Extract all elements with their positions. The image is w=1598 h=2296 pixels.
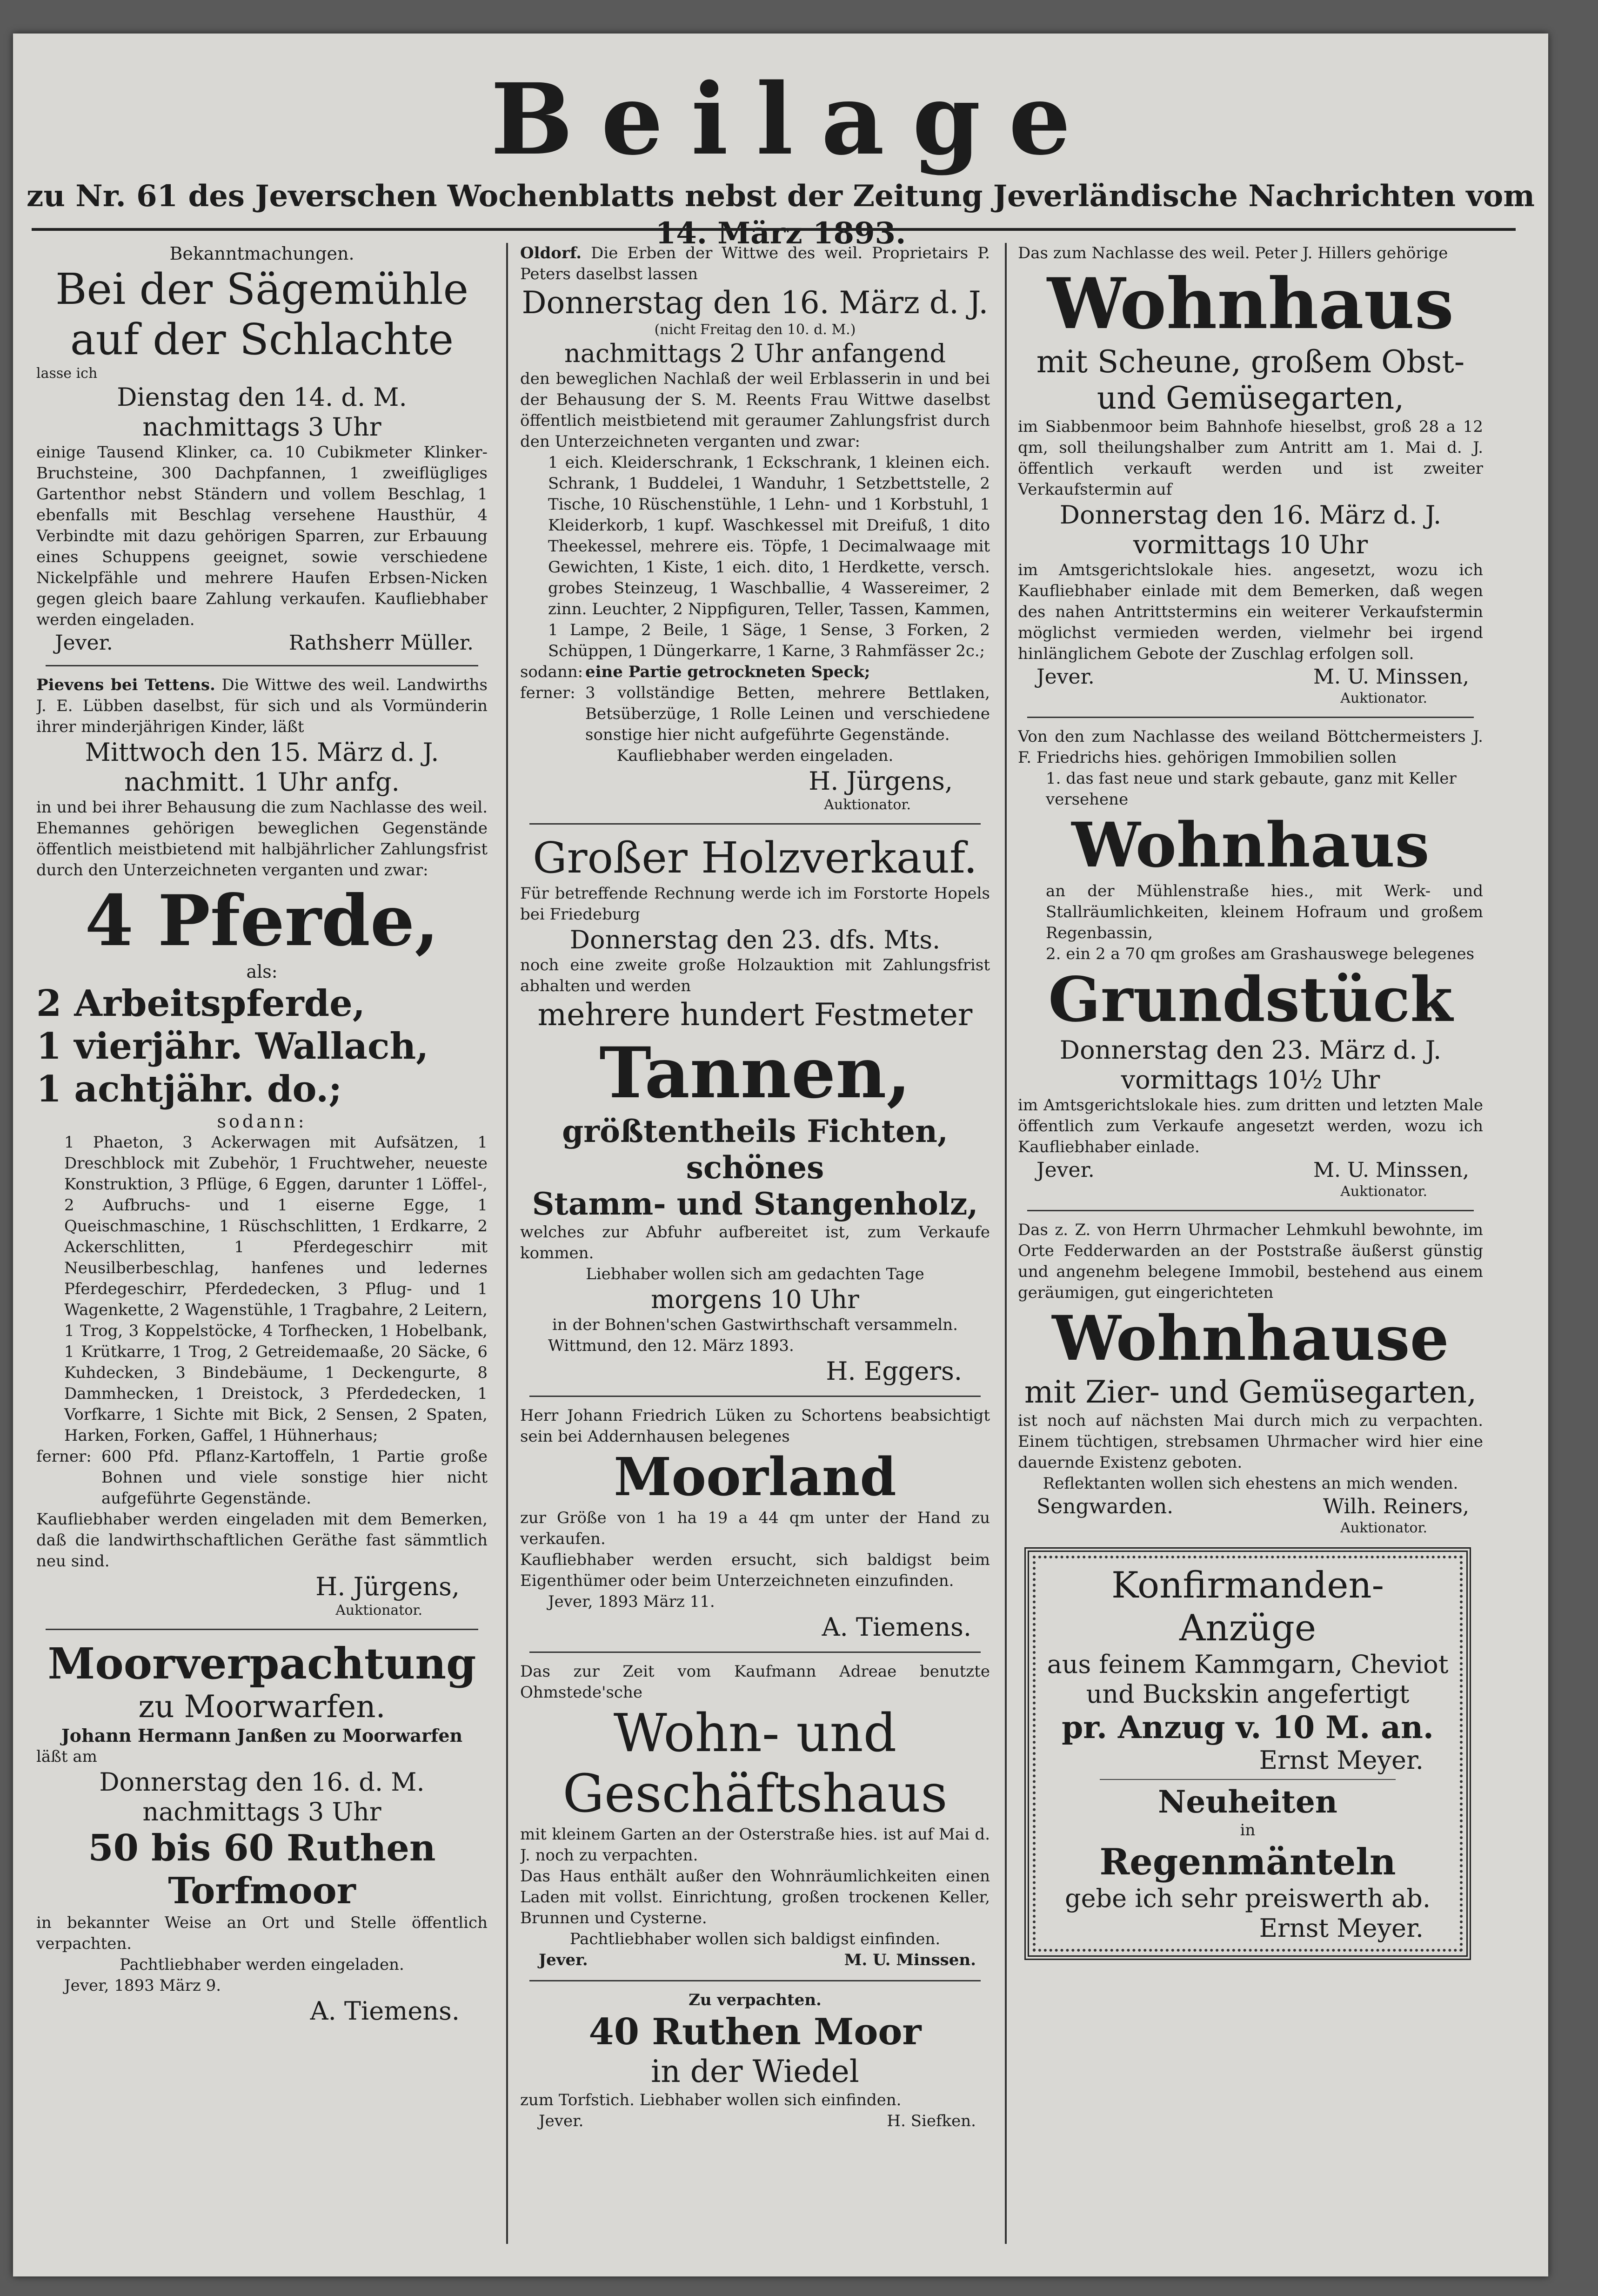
ad-place: Jever, 1893 März 9. xyxy=(64,1976,221,1995)
ad-text: in bekannter Weise an Ort und Stelle öffentlich verpachten. xyxy=(36,1913,488,1953)
ad-fedderwarden xyxy=(1018,1215,1483,1543)
ad-separator xyxy=(1027,1210,1474,1211)
ad-signer: Wilh. Reiners, xyxy=(1323,1495,1469,1518)
ad-headline: Konfirmanden-Anzüge xyxy=(1111,1564,1384,1649)
ad-headline: Moorland xyxy=(614,1447,896,1508)
ad-line: mit Scheune, großem Obst- xyxy=(1036,344,1465,380)
ad-place: Jever, 1893 März 11. xyxy=(548,1592,715,1611)
ad-text: Kaufliebhaber werden eingeladen mit dem Bemerken, daß die landwirthschaftlichen Geräthe fast sämmtlich neu sind. xyxy=(36,1510,488,1571)
ad-headline: Wohnhaus xyxy=(1071,809,1430,881)
ad-headline: Großer Holzverkauf. xyxy=(533,833,977,883)
ad-text: Liebhaber wollen sich am gedachten Tage xyxy=(586,1265,924,1283)
ad-list: 1 Phaeton, 3 Ackerwagen mit Aufsätzen, 1 Dreschblock mit Zubehör, 1 Fruchtweher, neueste Konstruktion, 3 Pflüge, 6 Eggen, darunter 1 Löffel-, 2 Aufbruchs- und 1 eiserne Egge, 1 Queischmaschine, 1 Rüschschlitten, 1 Erdkarre, 2 Ackerschlitten, 1 Pferdegeschirr mit Neusilberbeschlag, hanfenes und ledernes Pferdegeschirr, Pferdedecken, 3 Pflug- und 1 Wagenkette, 2 Wagenstühle, 1 Tragbahre, 2 Leitern, 1 Trog, 3 Koppelstöcke, 4 Torfhecken, 1 Hobelbank, 1 Krütkarre, 1 Trog, 2 Getreidemaaße, 20 Säcke, 6 Kuhdecken, 3 Bindebäume, 1 Deckengurte, 8 Dammhecken, 1 Dreistock, 3 Pferdedecken, 1 Vorfkarre, 1 Sichte mit Bick, 2 Sensen, 2 Spaten, Harken, Forken, Gaffel, 1 Hühnerhaus; xyxy=(64,1133,488,1445)
ad-friedrichs xyxy=(1018,722,1483,1206)
column-3 xyxy=(1018,238,1483,2244)
masthead-subtitle: zu Nr. 61 des Jeverschen Wochenblatts nebst der Zeitung Jeverländische Nachrichten vom 14. März 1893. xyxy=(27,179,1535,251)
ad-signer: M. U. Minssen. xyxy=(844,1951,976,1969)
ad-headline: Bei der Sägemühle xyxy=(55,264,469,314)
ad-item: 2 Arbeitspferde, xyxy=(36,982,365,1025)
ad-signer: H. Eggers. xyxy=(826,1356,962,1386)
ad-place: Jever. xyxy=(55,631,113,655)
ad-signer: Rathsherr Müller. xyxy=(288,631,474,655)
ad-lead: Johann Hermann Janßen zu Moorwarfen xyxy=(61,1725,463,1746)
ad-body: einige Tausend Klinker, ca. 10 Cubikmeter Klinker-Bruchsteine, 300 Dachpfannen, 1 zweiflügliges Gartenthor nebst Ständern und vollem Beschlag, 1 ebenfalls mit Beschlag versehene Hausthür, 4 Verbindte mit dazu gehörigen Sparren, zur Erbauung eines Schuppens geeignet, sowie verschiedene Nickelpfähle und mehrere Haufen Erbsen-Nicken gegen gleich baare Zahlung verkaufen. Kaufliebhaber werden eingeladen. xyxy=(36,443,488,629)
ad-headline: Moorverpachtung xyxy=(47,1638,476,1689)
ad-line: und Gemüsegarten, xyxy=(1097,380,1404,416)
ad-place: Jever. xyxy=(1036,1158,1095,1182)
ad-lead: Pievens bei Tettens. xyxy=(36,676,215,694)
ad-separator xyxy=(1100,1779,1396,1780)
ad-time: nachmittags 3 Uhr xyxy=(142,1797,381,1826)
ad-kicker: Bekanntmachungen. xyxy=(169,243,354,264)
ad-time: nachmitt. 1 Uhr anfg. xyxy=(124,767,400,797)
ad-separator xyxy=(529,1980,981,1981)
ad-text: (nicht Freitag den 10. d. M.) xyxy=(654,322,856,338)
ad-lead: Oldorf. xyxy=(520,244,582,262)
ad-date: Donnerstag den 23. dfs. Mts. xyxy=(569,925,941,954)
ad-signer: M. U. Minssen, xyxy=(1313,1158,1469,1182)
ad-text: Die Wittwe des weil. Landwirths J. E. Lübben daselbst, für sich und als Vormünderin ihrer minderjährigen Kinder, läßt xyxy=(36,676,488,736)
ad-text: Kaufliebhaber werden eingeladen. xyxy=(616,746,894,765)
ad-headline: 40 Ruthen Moor xyxy=(588,2011,922,2053)
ad-text: in xyxy=(1240,1821,1256,1839)
ad-headline: Wohn- und xyxy=(613,1703,897,1764)
ad-line: Stamm- und Stangenholz, xyxy=(532,1186,978,1222)
masthead-title: Beilage xyxy=(490,62,1099,177)
ad-holzverkauf xyxy=(520,828,990,1392)
ad-text: im Siabbenmoor beim Bahnhofe hieselbst, groß 28 a 12 qm, soll theilungshalber zum Antritt am 1. Mai d. J. öffentlich verkauft werden und ist zweiter Verkaufstermin auf xyxy=(1018,417,1483,499)
ad-headline: Tannen, xyxy=(599,1032,911,1114)
ad-signer: M. U. Minssen, xyxy=(1313,665,1469,689)
ad-subheadline: in der Wiedel xyxy=(651,2054,859,2089)
ad-text: läßt am xyxy=(36,1747,97,1766)
ad-label: ferner: xyxy=(36,1447,92,1466)
ad-item: 1. das fast neue und stark gebaute, ganz mit Keller versehene xyxy=(1046,769,1457,809)
column-divider xyxy=(506,243,508,2244)
ad-line: und Buckskin angefertigt xyxy=(1086,1679,1410,1709)
ad-moorland xyxy=(520,1401,990,1648)
ad-line: mit Zier- und Gemüsegarten, xyxy=(1024,1374,1477,1410)
masthead-rule xyxy=(32,228,1516,231)
ad-text: zur Größe von 1 ha 19 a 44 qm unter der Hand zu verkaufen. xyxy=(520,1509,990,1548)
ad-time: nachmittags 3 Uhr xyxy=(142,412,381,442)
ad-role: Auktionator. xyxy=(1340,690,1427,706)
ad-item: 2. ein 2 a 70 qm großes am Grashauswege belegenes xyxy=(1046,945,1475,963)
ad-role: Auktionator. xyxy=(1340,1520,1427,1536)
ad-separator xyxy=(529,1396,981,1397)
ad-headline: Grundstück xyxy=(1048,964,1453,1036)
ad-separator xyxy=(529,823,981,825)
ad-headline: Neuheiten xyxy=(1158,1784,1337,1820)
ad-pievens xyxy=(36,670,488,1625)
ad-text: noch eine zweite große Holzauktion mit Zahlungsfrist abhalten und werden xyxy=(520,956,990,995)
ad-headline: Torfmoor xyxy=(168,1870,356,1912)
ad-separator xyxy=(1027,717,1474,718)
ad-place: Wittmund, den 12. März 1893. xyxy=(548,1336,794,1355)
ad-label: ferner: xyxy=(520,684,575,702)
ad-signer: A. Tiemens. xyxy=(310,1996,460,2026)
ad-text: Das z. Z. von Herrn Uhrmacher Lehmkuhl bewohnte, im Orte Fedderwarden an der Poststraße äußerst günstig und angenehm belegene Immobil, bestehend aus einem geräumigen, gut eingerichteten xyxy=(1018,1221,1483,1302)
ad-line: aus feinem Kammgarn, Cheviot xyxy=(1047,1650,1449,1679)
ad-role: Auktionator. xyxy=(335,1602,422,1618)
ad-text: in und bei ihrer Behausung die zum Nachlasse des weil. Ehemannes gehörigen beweglichen Gegenstände öffentlich meistbietend mit halbjährlicher Zahlungsfrist durch den Unterzeichneten verganten und zwar: xyxy=(36,798,488,879)
ad-time: morgens 10 Uhr xyxy=(651,1285,859,1314)
ad-text: an der Mühlenstraße hies., mit Werk- und Stallräumlichkeiten, kleinem Hofraum und großem Regenbassin, xyxy=(1046,882,1483,942)
ad-separator xyxy=(529,1652,981,1653)
ad-text: sodann: xyxy=(217,1111,307,1132)
ad-kicker: Zu verpachten. xyxy=(689,1991,822,2009)
ad-wohnhaus-hillers xyxy=(1018,238,1483,713)
ad-date: Donnerstag den 16. d. M. xyxy=(99,1767,425,1797)
ad-line: mehrere hundert Festmeter xyxy=(537,997,973,1033)
ad-text: Von den zum Nachlasse des weiland Böttchermeisters J. F. Friedrichs hies. gehörigen Immobilien sollen xyxy=(1018,727,1483,767)
ad-date: Donnerstag den 16. März d. J. xyxy=(1059,500,1442,530)
ad-oldorf xyxy=(520,238,990,819)
ad-line: größtentheils Fichten, schönes xyxy=(562,1113,948,1186)
ad-text: Herr Johann Friedrich Lüken zu Schortens beabsichtigt sein bei Addernhausen belegenes xyxy=(520,1406,990,1446)
ad-moorverpachtung xyxy=(36,1634,488,2032)
ad-signer: A. Tiemens. xyxy=(822,1612,971,1642)
ad-role: Auktionator. xyxy=(1340,1183,1427,1200)
ad-text: eine Partie getrockneten Speck; xyxy=(585,663,870,681)
ad-text: im Amtsgerichtslokale hies. zum dritten und letzten Male öffentlich zum Verkaufe angesetzt werden, wozu ich Kaufliebhaber einlade. xyxy=(1018,1096,1483,1156)
ad-headline: Wohnhause xyxy=(1052,1302,1449,1375)
ad-text: Das zur Zeit vom Kaufmann Adreae benutzte Ohmstede'sche xyxy=(520,1662,990,1702)
ad-place: Sengwarden. xyxy=(1036,1495,1174,1518)
ad-separator xyxy=(46,665,478,666)
ad-text: mit kleinem Garten an der Osterstraße hies. ist auf Mai d. J. noch zu verpachten. xyxy=(520,1825,990,1865)
newspaper-page xyxy=(13,34,1548,2276)
ad-date: Donnerstag den 23. März d. J. xyxy=(1059,1035,1442,1065)
ad-signer: Ernst Meyer. xyxy=(1259,1745,1424,1775)
ad-date: Donnerstag den 16. März d. J. xyxy=(522,285,989,321)
ad-text: den beweglichen Nachlaß der weil Erblasserin in und bei der Behausung der S. M. Reents Frau Wittwe daselbst öffentlich meistbietend mit geraumer Zahlungsfrist durch den Unterzeichneten verganten und zwar: xyxy=(520,369,990,451)
ad-text: lasse ich xyxy=(36,365,98,382)
ad-headline: Wohnhaus xyxy=(1047,263,1454,345)
ad-saegemuehle xyxy=(36,238,488,661)
ad-time: nachmittags 2 Uhr anfangend xyxy=(564,339,946,368)
ad-place: Jever. xyxy=(1036,665,1095,689)
ad-date: Mittwoch den 15. März d. J. xyxy=(85,738,439,767)
ad-place: Jever. xyxy=(539,2112,584,2130)
ad-headline: Regenmänteln xyxy=(1099,1841,1396,1883)
ad-text: zum Torfstich. Liebhaber wollen sich einfinden. xyxy=(520,2091,902,2109)
ad-time: vormittags 10½ Uhr xyxy=(1121,1065,1380,1094)
ad-subheadline: zu Moorwarfen. xyxy=(138,1689,386,1725)
ad-label: sodann: xyxy=(520,663,583,681)
ad-headline: auf der Schlachte xyxy=(70,315,454,364)
ad-price: pr. Anzug v. 10 M. an. xyxy=(1062,1709,1434,1745)
ad-text: ist noch auf nächsten Mai durch mich zu verpachten. Einem tüchtigen, strebsamen Uhrmacher wird hier eine dauernde Existenz geboten. xyxy=(1018,1411,1483,1472)
ad-line: gebe ich sehr preiswerth ab. xyxy=(1065,1884,1431,1913)
ad-signer: H. Siefken. xyxy=(887,2112,976,2130)
ad-item: 1 achtjähr. do.; xyxy=(36,1068,342,1110)
ad-ernst-meyer xyxy=(1024,1547,1471,1960)
ad-text: Pachtliebhaber werden eingeladen. xyxy=(120,1955,404,1974)
ad-text: Kaufliebhaber werden ersucht, sich baldigst beim Eigenthümer oder beim Unterzeichneten einzufinden. xyxy=(520,1551,990,1590)
ad-geschaeftshaus xyxy=(520,1657,990,1976)
ad-text: im Amtsgerichtslokale hies. angesetzt, wozu ich Kaufliebhaber einlade mit dem Bemerken, daß wegen des nahen Antrittstermins ein weiterer Verkaufstermin möglichst vermieden werden, vielmehr bei irgend hinlänglichem Gebote der Zuschlag erfolgen soll. xyxy=(1018,561,1483,663)
ad-signer: Ernst Meyer. xyxy=(1259,1913,1424,1943)
ad-role: Auktionator. xyxy=(824,797,911,813)
ad-text: Das zum Nachlasse des weil. Peter J. Hillers gehörige xyxy=(1018,244,1448,262)
ad-item: 1 vierjähr. Wallach, xyxy=(36,1025,429,1067)
ad-text: Für betreffende Rechnung werde ich im Forstorte Hopels bei Friedeburg xyxy=(520,884,990,924)
column-divider xyxy=(1005,243,1007,2244)
ad-place: Jever. xyxy=(539,1951,588,1969)
ad-text: Das Haus enthält außer den Wohnräumlichkeiten einen Laden mit vollst. Einrichtung, großen trockenen Keller, Brunnen und Cysterne. xyxy=(520,1867,990,1927)
column-1 xyxy=(36,238,488,2244)
ad-separator xyxy=(46,1629,478,1630)
ad-text: Die Erben der Wittwe des weil. Proprietairs P. Peters daselbst lassen xyxy=(520,244,990,283)
ad-signer: H. Jürgens, xyxy=(315,1572,460,1601)
ad-signer: H. Jürgens, xyxy=(809,766,953,796)
ad-headline: 50 bis 60 Ruthen xyxy=(88,1827,436,1869)
ad-text: Pachtliebhaber wollen sich baldigst einfinden. xyxy=(569,1930,941,1948)
ad-headline: Geschäftshaus xyxy=(562,1764,948,1824)
ad-date: Dienstag den 14. d. M. xyxy=(117,383,407,412)
ad-text: als: xyxy=(246,961,278,982)
ad-text: 3 vollständige Betten, mehrere Bettlaken, Betsüberzüge, 1 Rolle Leinen und verschiedene sonstige hier nicht aufgeführte Gegenstände. xyxy=(585,684,990,744)
ad-text: Reflektanten wollen sich ehestens an mich wenden. xyxy=(1043,1474,1458,1493)
masthead xyxy=(13,62,1548,252)
ad-headline: 4 Pferde, xyxy=(85,880,439,962)
ad-text: in der Bohnen'schen Gastwirthschaft versammeln. xyxy=(552,1316,958,1334)
ad-ruthen-moor xyxy=(520,1985,990,2137)
column-2 xyxy=(520,238,990,2244)
ad-text: welches zur Abfuhr aufbereitet ist, zum Verkaufe kommen. xyxy=(520,1223,990,1262)
ad-time: vormittags 10 Uhr xyxy=(1133,530,1368,559)
ad-list: 1 eich. Kleiderschrank, 1 Eckschrank, 1 kleinen eich. Schrank, 1 Buddelei, 1 Wanduhr, 1 Setzbettstelle, 2 Tische, 10 Rüschenstühle, 1 Lehn- und 1 Korbstuhl, 1 Kleiderkorb, 1 kupf. Waschkessel mit Dreifuß, 1 dito Theekessel, mehrere eis. Töpfe, 1 Decimalwaage mit Gewichten, 1 Kiste, 1 eich. dito, 1 Herdkette, versch. grobes Steinzeug, 1 Waschballie, 4 Wassereimer, 2 zinn. Leuchter, 2 Nippfiguren, Teller, Tassen, Kammen, 1 Lampe, 2 Beile, 1 Säge, 1 Sense, 3 Forken, 2 Schüppen, 1 Düngerkarre, 1 Karne, 3 Rahmfässer 2c.; xyxy=(548,453,990,660)
ad-text: 600 Pfd. Pflanz-Kartoffeln, 1 Partie große Bohnen und viele sonstige hier nicht aufgeführte Gegenstände. xyxy=(101,1447,488,1508)
